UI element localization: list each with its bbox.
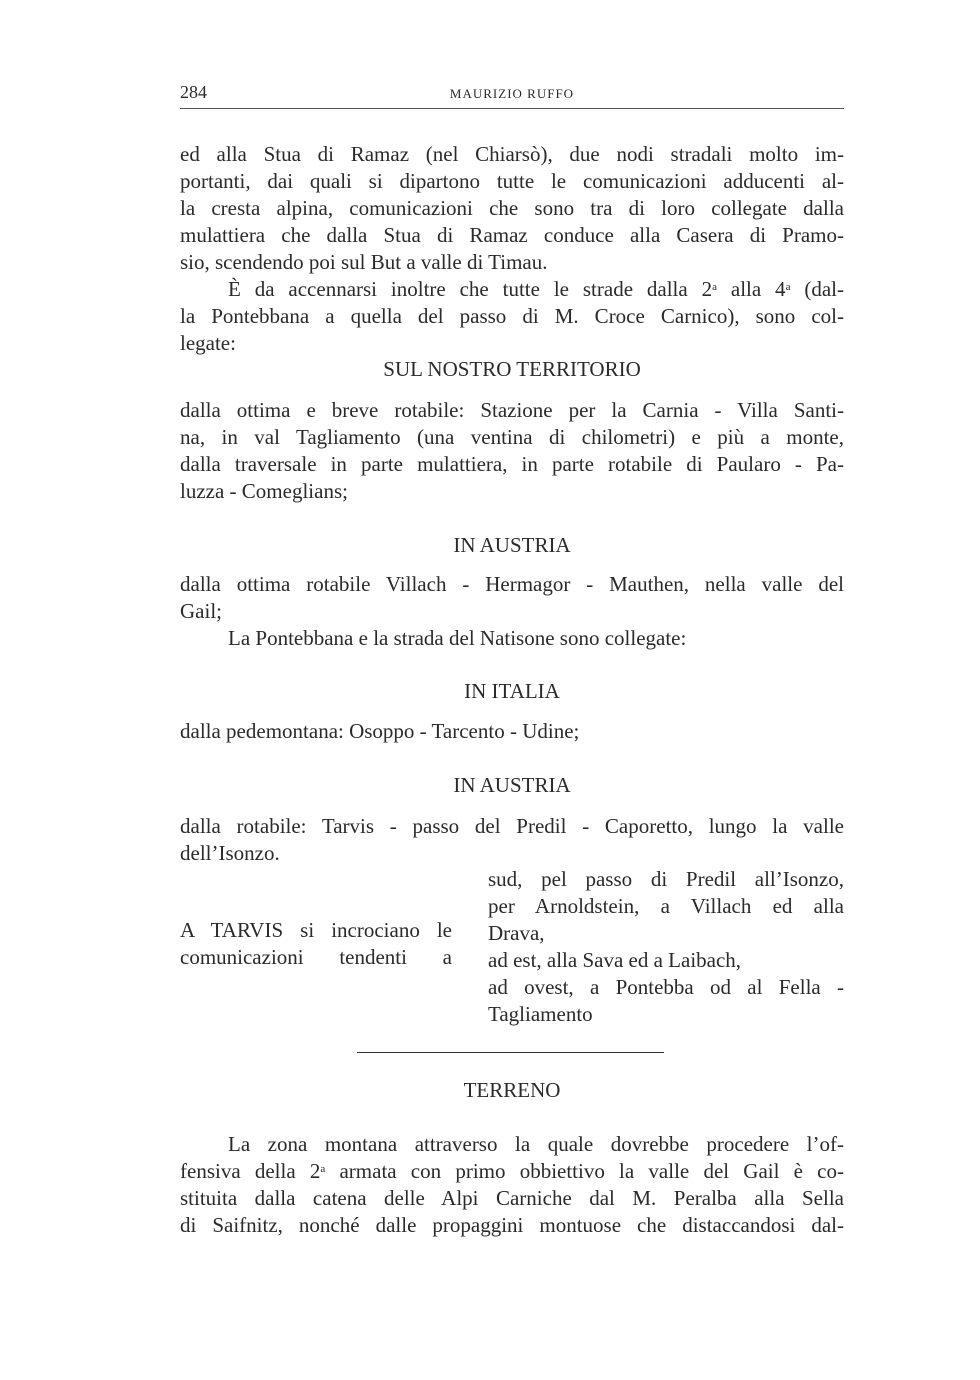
text-line: sud, pel passo di Predil all’Isonzo,	[488, 867, 844, 891]
text-line: portanti, dai quali si dipartono tutte le comunicazioni adducenti al-	[180, 169, 844, 193]
paragraph-stua-ramaz	[180, 141, 844, 276]
text-line: Tagliamento	[488, 1002, 593, 1026]
text-line: È da accennarsi inoltre che tutte le strade dalla 2$^a$ alla 4$^a$ (dal-	[228, 277, 844, 301]
paragraph-pedemontana: dalla pedemontana: Osoppo - Tarcento - Udine;	[180, 719, 580, 743]
text-line: fensiva della 2$^a$ armata con primo obbiettivo la valle del Gail è co-	[180, 1159, 845, 1183]
text-line: sio, scendendo poi sul But a valle di Timau.	[180, 250, 548, 274]
paragraph-strade-collegate	[180, 276, 844, 357]
text-line: mulattiera che dalla Stua di Ramaz conduce alla Casera di Pramo-	[180, 223, 844, 247]
text-line: stituita dalla catena delle Alpi Carniche dal M. Peralba alla Sella	[180, 1186, 844, 1210]
header-rule	[180, 108, 844, 109]
running-header-author: MAURIZIO RUFFO	[449, 86, 575, 101]
text-line: luzza - Comeglians;	[180, 479, 348, 503]
text-line: la Pontebbana a quella del passo di M. Croce Carnico), sono col-	[180, 304, 844, 328]
tarvis-directions	[488, 866, 844, 1028]
text-line: A TARVIS si incrociano le	[180, 918, 452, 942]
text-line: comunicazioni tendenti a	[180, 945, 452, 969]
text-line: ad ovest, a Pontebba od al Fella -	[488, 975, 844, 999]
text-line: dalla ottima e breve rotabile: Stazione per la Carnia - Villa Santi-	[180, 398, 844, 422]
text-line: ad est, alla Sava ed a Laibach,	[488, 948, 742, 972]
text-line: legate:	[180, 331, 236, 355]
text-line: La zona montana attraverso la quale dovrebbe procedere l’of-	[228, 1132, 844, 1156]
text-line: di Saifnitz, nonché dalle propaggini montuose che distaccandosi dal-	[180, 1213, 844, 1237]
heading-sul-nostro-territorio: SUL NOSTRO TERRITORIO	[383, 357, 641, 381]
heading-in-austria-1: IN AUSTRIA	[453, 533, 571, 557]
text-line: Gail;	[180, 599, 222, 623]
text-line: Drava,	[488, 921, 545, 945]
paragraph-rotabile-carnia	[180, 397, 844, 505]
heading-terreno: TERRENO	[463, 1078, 561, 1102]
heading-in-italia: IN ITALIA	[464, 679, 560, 703]
text-line: dalla traversale in parte mulattiera, in parte rotabile di Paularo - Pa-	[180, 452, 844, 476]
heading-in-austria-2: IN AUSTRIA	[453, 773, 571, 797]
text-line: na, in val Tagliamento (una ventina di chilometri) e più a monte,	[180, 425, 844, 449]
page-number: 284	[180, 82, 207, 102]
text-line: la cresta alpina, comunicazioni che sono tra di loro collegate dalla	[180, 196, 844, 220]
tarvis-intro	[180, 917, 452, 971]
paragraph-villach	[180, 571, 844, 625]
paragraph-tarvis-predil	[180, 813, 844, 867]
text-line: dalla rotabile: Tarvis - passo del Predil - Caporetto, lungo la valle	[180, 814, 844, 838]
text-line: per Arnoldstein, a Villach ed alla	[488, 894, 844, 918]
text-line: dell’Isonzo.	[180, 841, 280, 865]
text-line: ed alla Stua di Ramaz (nel Chiarsò), due nodi stradali molto im-	[180, 142, 844, 166]
section-separator	[357, 1052, 664, 1053]
text-line: dalla ottima rotabile Villach - Hermagor - Mauthen, nella valle del	[180, 572, 844, 596]
paragraph-pontebbana-natisone: La Pontebbana e la strada del Natisone sono collegate:	[228, 626, 687, 650]
paragraph-zona-montana	[180, 1131, 844, 1239]
